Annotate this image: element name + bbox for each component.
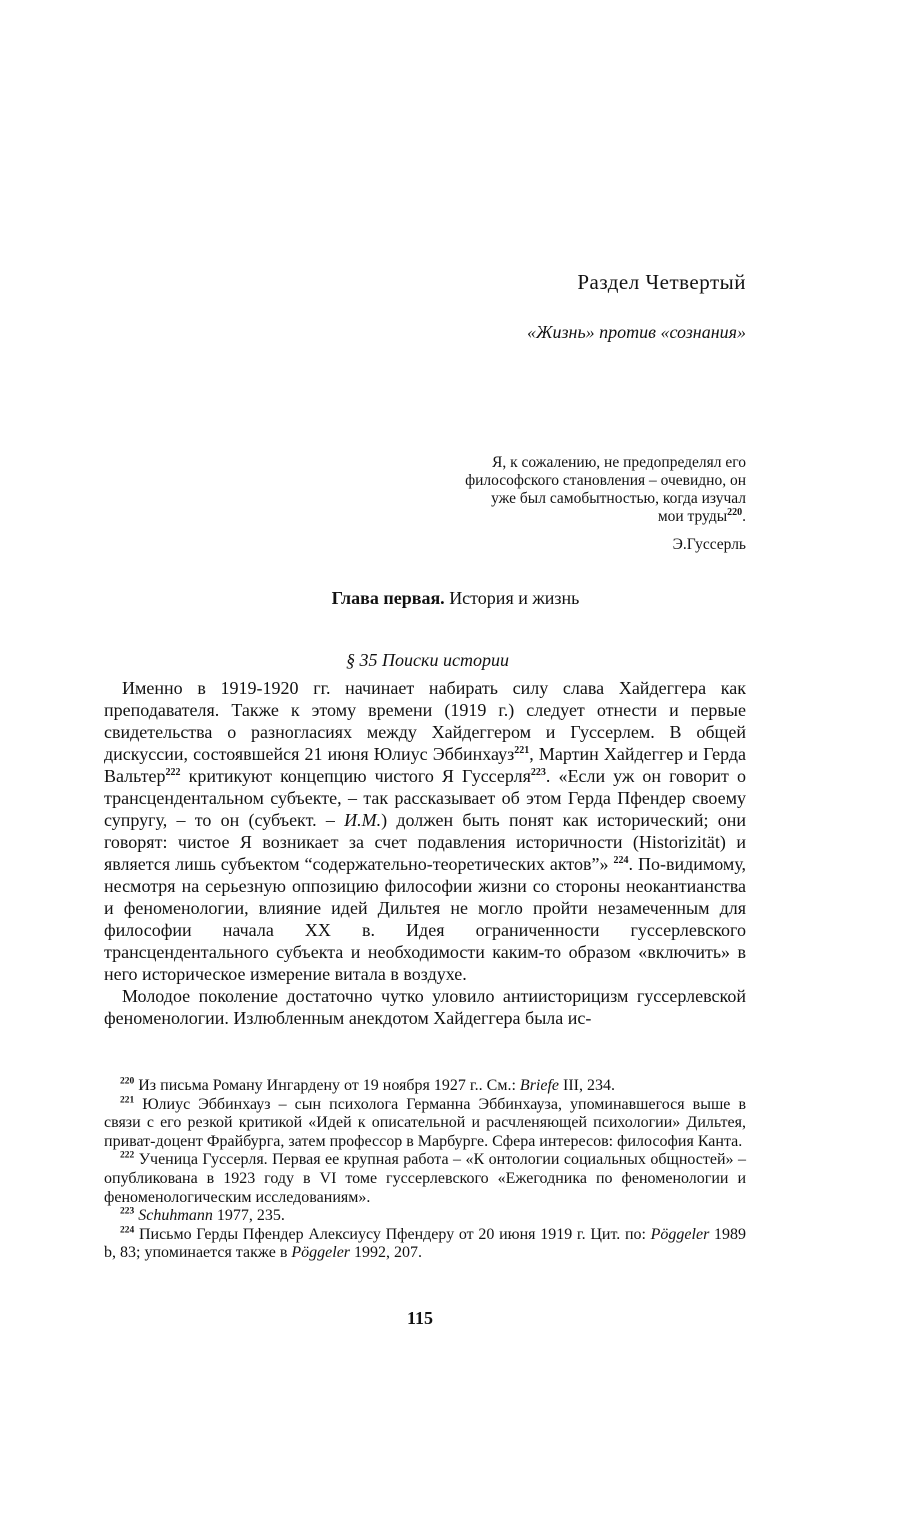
epigraph-line-text: мои труды bbox=[657, 508, 728, 525]
text-run-italic: Schuhmann bbox=[138, 1207, 213, 1225]
footnote-ref: 224 bbox=[613, 855, 629, 866]
epigraph-author: Э.Гуссерль bbox=[672, 536, 746, 553]
chapter-title bbox=[0, 588, 911, 609]
footnote-number: 224 bbox=[120, 1225, 135, 1236]
chapter-name: История и жизнь bbox=[449, 588, 580, 608]
section-heading: Раздел Четвертый bbox=[577, 270, 746, 294]
footnote-ref: 221 bbox=[514, 745, 530, 756]
text-run: III, 234. bbox=[559, 1077, 615, 1094]
text-run-italic: Pöggeler bbox=[650, 1225, 710, 1243]
text-run: . «Если уж он говорит о трансцендентальном субъекте, – так рассказывает об этом Герда Пфендер своему супругу, – то он (субъект. – bbox=[104, 766, 746, 830]
epigraph-line: Я, к сожалению, не предопределял его bbox=[492, 454, 746, 471]
body-paragraph: Молодое поколение достаточно чутко уловило антиисторицизм гуссерлевской феноменологии. Излюбленным анекдотом Хайдеггера была ис- bbox=[104, 986, 746, 1028]
text-run: Письмо Герды Пфендер Алексиусу Пфендеру от 20 июня 1919 г. Цит. по: bbox=[134, 1225, 651, 1243]
text-run: Именно в 1919-1920 гг. начинает набирать силу слава Хайдеггера как преподавателя. Также к этому времени (1919 г.) следует отнести и первые свидетельства о разногласиях между Хайдеггером и Гуссерлем. В общей дискуссии, состоявшейся 21 июня Юлиус Эббинхауз bbox=[104, 678, 746, 764]
text-run: Юлиус Эббинхауз – сын психолога Германна Эббинхауза, упоминавшегося выше в связи с его резкой критикой «Идей к описательной и расчленяющей психологии» Дильтея, приват-доцент Фрайбурга, затем профессор в Марбурге. Сфера интересов: философия Канта. bbox=[104, 1095, 746, 1150]
body-text bbox=[104, 677, 746, 1029]
text-run-italic: И.М. bbox=[344, 810, 382, 830]
footnote bbox=[104, 1151, 746, 1207]
text-run: Из письма Роману Ингардену от 19 ноября 1927 г.. См.: bbox=[134, 1077, 520, 1094]
footnote-ref: 223 bbox=[530, 767, 546, 778]
text-run-italic: Briefe bbox=[519, 1077, 560, 1094]
text-run: ) должен быть понят как исторический; они говорят: чистое Я возникает за счет подавления историчности (Historizität) и является лишь субъектом “содержательно-теоретических актов”» bbox=[104, 810, 746, 874]
epigraph bbox=[380, 454, 746, 554]
text-run-italic: Pöggeler bbox=[291, 1244, 351, 1262]
text-run: 1989 b, 83; упоминается также в bbox=[104, 1225, 747, 1262]
footnote bbox=[104, 1207, 746, 1226]
section-subtitle: «Жизнь» против «сознания» bbox=[527, 322, 746, 342]
epigraph-line: мои труды$^{220}$. bbox=[657, 506, 746, 525]
footnote-number: 222 bbox=[120, 1151, 135, 1162]
epigraph-line: философского становления – очевидно, он bbox=[465, 472, 746, 489]
text-run: . По-видимому, несмотря на серьезную оппозицию философии жизни со стороны неокантианства и феноменологии, влияние идей Дильтея не могло пройти незамеченным для философии начала XX в. Идея ограниченности гуссерлевского трансцендентального субъекта и необходимости каким-то образом «включить» в него историческое измерение витала в воздухе. bbox=[104, 854, 747, 984]
footnote bbox=[104, 1226, 746, 1263]
footnote-ref: 220 bbox=[727, 506, 743, 518]
footnote bbox=[104, 1077, 746, 1096]
text-run: , Мартин Хайдеггер и Герда Вальтер bbox=[104, 744, 747, 786]
text-run: критикуют концепцию чистого Я Гуссерля bbox=[180, 766, 531, 786]
paragraph-heading: § 35 Поиски истории bbox=[346, 650, 509, 670]
footnote-number: 220 bbox=[120, 1076, 135, 1087]
footnote-number: 223 bbox=[120, 1206, 135, 1217]
footnotes bbox=[104, 1077, 746, 1263]
page-number: 115 bbox=[406, 1308, 433, 1328]
footnote-ref: 222 bbox=[165, 767, 181, 778]
footnote bbox=[104, 1096, 746, 1152]
text-run: 1992, 207. bbox=[350, 1244, 423, 1262]
text-run: 1977, 235. bbox=[212, 1207, 285, 1225]
text-run: Ученица Гуссерля. Первая ее крупная работа – «К онтологии социальных общностей» – опубликована в 1923 году в VI томе гуссерлевского «Ежегодника по феноменологии и феноменологическим исследованиям». bbox=[104, 1151, 746, 1206]
chapter-label: Глава первая. bbox=[331, 588, 445, 608]
body-paragraph bbox=[104, 677, 746, 985]
epigraph-line: уже был самобытностью, когда изучал bbox=[491, 490, 746, 507]
footnote-number: 221 bbox=[120, 1095, 135, 1106]
